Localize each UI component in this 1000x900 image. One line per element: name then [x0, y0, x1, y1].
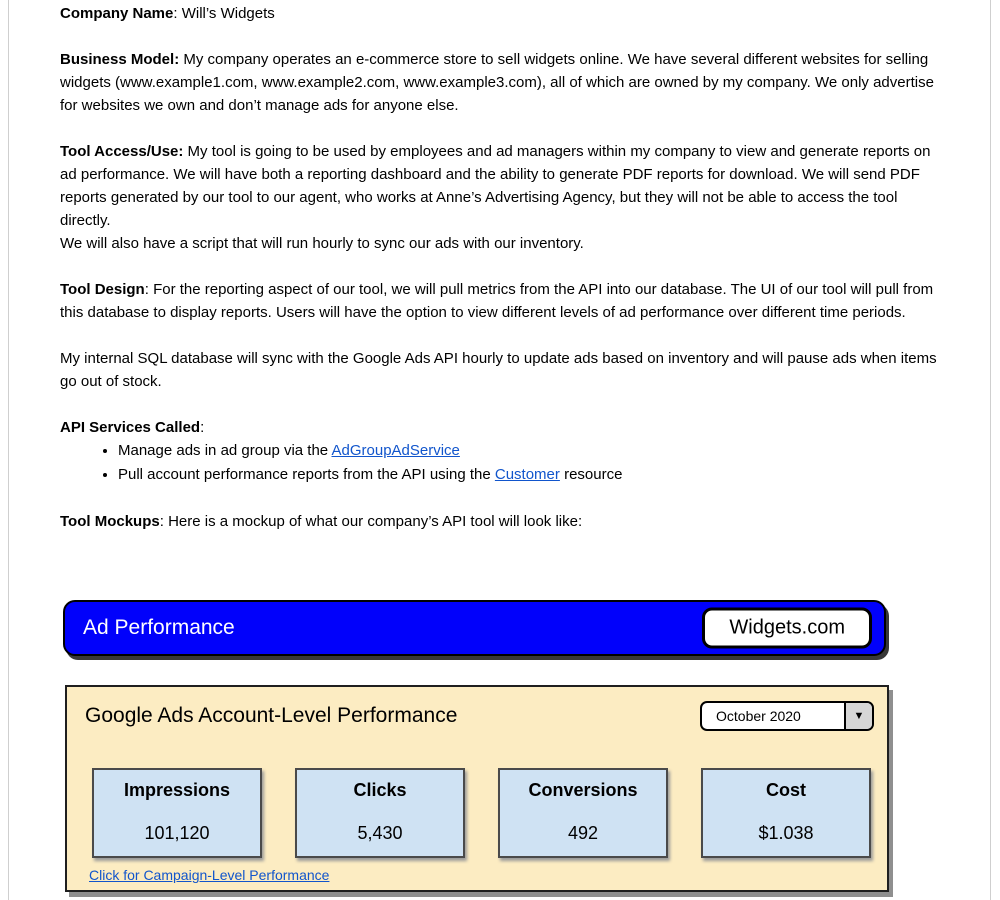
- business-model-label: Business Model:: [60, 51, 180, 68]
- document-body: [60, 2, 940, 556]
- page-edge-left: [8, 0, 9, 900]
- company-name-label: Company Name: [60, 5, 174, 22]
- metric-value: 492: [567, 823, 599, 843]
- customer-link[interactable]: Customer: [494, 466, 560, 483]
- metric-label: Conversions: [528, 780, 638, 800]
- api-services-heading: [60, 416, 940, 439]
- list-item: [118, 439, 940, 463]
- campaign-level-link[interactable]: Click for Campaign-Level Performance: [89, 867, 330, 883]
- list-item: [118, 463, 940, 487]
- metric-card-conversions: [498, 768, 668, 858]
- metric-label: Cost: [766, 780, 806, 800]
- sql-sync-text: My internal SQL database will sync with the Google Ads API hourly to update ads based on inventory and will pause ads when items go out of stock.: [60, 350, 937, 390]
- company-name-paragraph: [60, 2, 940, 25]
- mockup-banner: [63, 600, 886, 656]
- business-model-text: My company operates an e-commerce store to sell widgets online. We have several different websites for selling widgets (www.example1.com, www.example2.com, www.example3.com), all of which are owned by my company. We only advertise for websites we own and don’t manage ads for anyone else.: [60, 51, 934, 114]
- tool-access-label: Tool Access/Use:: [60, 143, 184, 160]
- metric-card-cost: [701, 768, 871, 858]
- metric-value: 101,120: [144, 823, 210, 843]
- dropdown-arrow-icon[interactable]: ▼: [844, 703, 872, 729]
- tool-design-label: Tool Design: [60, 281, 145, 298]
- business-model-paragraph: [60, 48, 940, 117]
- adgroupadservice-link[interactable]: AdGroupAdService: [331, 442, 460, 459]
- tool-mockups-paragraph: [60, 510, 940, 533]
- metric-label: Clicks: [353, 780, 407, 800]
- tool-design-paragraph: [60, 278, 940, 324]
- metric-value: $1.038: [758, 823, 814, 843]
- tool-design-text: : For the reporting aspect of our tool, we will pull metrics from the API into our database. The UI of our tool will pull from this database to display reports. Users will have the option to view different levels of ad performance over different time periods.: [60, 281, 934, 321]
- tool-access-main: [60, 143, 930, 229]
- banner-title: Ad Performance: [83, 616, 235, 639]
- api-services-label: API Services Called: [60, 419, 201, 436]
- tool-mockups-label: Tool Mockups: [60, 513, 160, 530]
- api-services-colon: :: [200, 419, 205, 436]
- performance-panel: [65, 685, 889, 892]
- tool-access-paragraph: [60, 140, 940, 255]
- bullet-text-post: resource: [559, 466, 623, 483]
- tool-access-line2: We will also have a script that will run hourly to sync our ads with our inventory.: [60, 235, 584, 252]
- month-dropdown[interactable]: [700, 701, 874, 731]
- metric-value: 5,430: [357, 823, 403, 843]
- company-name-value: : Will’s Widgets: [173, 5, 275, 22]
- metric-card-clicks: [295, 768, 465, 858]
- bullet-text-pre: Manage ads in ad group via the: [118, 442, 332, 459]
- metric-cards-row: [92, 768, 871, 858]
- metric-label: Impressions: [123, 780, 231, 800]
- bullet-text-pre: Pull account performance reports from the API using the: [118, 466, 495, 483]
- metric-card-impressions: [92, 768, 262, 858]
- widgets-com-button[interactable]: Widgets.com: [702, 608, 872, 649]
- api-services-list: [60, 439, 940, 487]
- tool-mockups-text: : Here is a mockup of what our company’s API tool will look like:: [159, 513, 583, 530]
- sql-sync-paragraph: [60, 347, 940, 393]
- panel-title: Google Ads Account-Level Performance: [85, 704, 458, 727]
- tool-access-text: My tool is going to be used by employees and ad managers within my company to view and generate reports on ad performance. We will have both a reporting dashboard and the ability to generate PDF reports for download. We will send PDF reports generated by our tool to our agent, who works at Anne’s Advertising Agency, but they will not be able to access the tool directly.: [60, 143, 931, 229]
- month-dropdown-value[interactable]: October 2020: [716, 708, 801, 724]
- page-edge-right: [990, 0, 991, 900]
